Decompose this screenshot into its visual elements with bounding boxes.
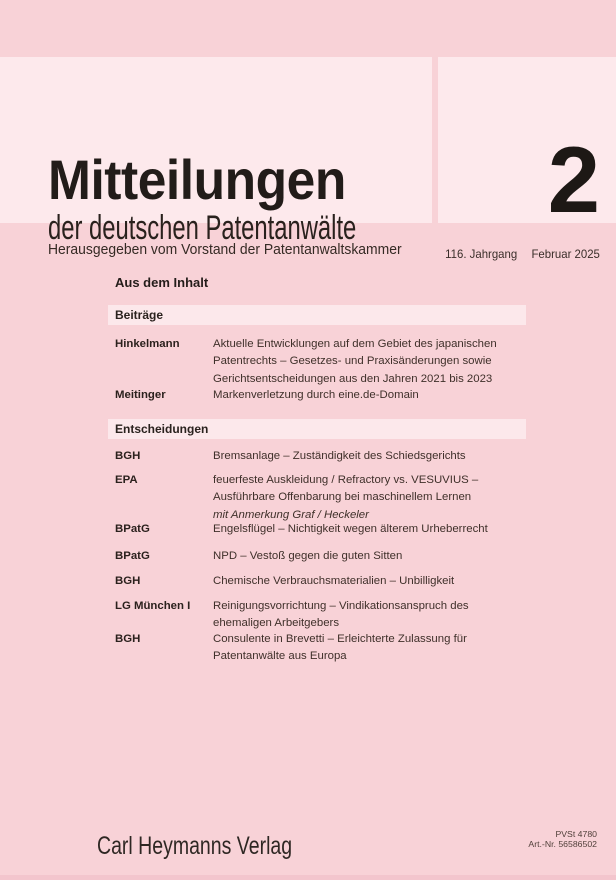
toc-row-description: NPD – Vestoß gegen die guten Sitten xyxy=(213,550,403,562)
section-band xyxy=(108,419,526,439)
toc-row-annotation: mit Anmerkung Graf / Heckeler xyxy=(213,508,369,521)
toc-row-source: Hinkelmann xyxy=(115,338,180,350)
issue-meta xyxy=(445,247,600,261)
issue-panel xyxy=(438,57,616,261)
section-band xyxy=(108,305,526,325)
toc-row-description: Chemische Verbrauchsmaterialien – Unbilligkeit xyxy=(213,575,455,587)
postal-code: PVSt 4780 xyxy=(555,829,597,839)
toc-row-description: Reinigungsvorrichtung – Vindikationsanspruch des ehemaligen Arbeitgebers xyxy=(213,600,469,630)
section-band-label: Beiträge xyxy=(115,308,164,322)
issue-date: Februar 2025 xyxy=(531,247,600,261)
toc-row-source: BPatG xyxy=(115,523,150,535)
toc-row-source: BGH xyxy=(115,575,141,587)
toc-row-description: Aktuelle Entwicklungen auf dem Gebiet des japanischen Patentrechts – Gesetzes- und Praxisänderungen sowie Gerichtsentscheidungen aus den Jahren 2021 bis 2023 xyxy=(213,338,497,385)
issue-number: 2 xyxy=(547,127,600,232)
toc-row-source: BPatG xyxy=(115,550,150,562)
masthead-panel xyxy=(0,57,432,258)
journal-subtitle: der deutschen Patentanwälte xyxy=(48,209,357,247)
publisher-name: Carl Heymanns Verlag xyxy=(97,832,293,860)
toc-row-source: LG München I xyxy=(115,600,191,612)
article-number: Art.-Nr. 56586502 xyxy=(528,839,597,849)
journal-tagline: Herausgegeben vom Vorstand der Patentanwaltskammer xyxy=(48,242,402,258)
print-codes xyxy=(528,829,597,849)
toc-row-description: Consulente in Brevetti – Erleichterte Zulassung für Patentanwälte aus Europa xyxy=(213,633,467,663)
toc-row-description: feuerfeste Auskleidung / Refractory vs. VESUVIUS – Ausführbare Offenbarung bei maschinellem Lernen mit Anmerkung Graf / Heckeler xyxy=(213,474,479,521)
toc-row-description: Markenverletzung durch eine.de-Domain xyxy=(213,389,419,401)
toc-row-source: BGH xyxy=(115,633,141,645)
toc-row-description: Bremsanlage – Zuständigkeit des Schiedsgerichts xyxy=(213,450,466,462)
toc-row-description: Engelsflügel – Nichtigkeit wegen älterem Urheberrecht xyxy=(213,523,488,535)
toc-row-source: Meitinger xyxy=(115,389,166,401)
toc-row-source: EPA xyxy=(115,474,138,486)
section-band-label: Entscheidungen xyxy=(115,422,209,436)
bottom-strip xyxy=(0,875,616,880)
toc-heading: Aus dem Inhalt xyxy=(115,275,209,290)
toc-row-source: BGH xyxy=(115,450,141,462)
journal-title: Mitteilungen xyxy=(48,148,346,211)
volume-label: 116. Jahrgang xyxy=(445,247,518,261)
